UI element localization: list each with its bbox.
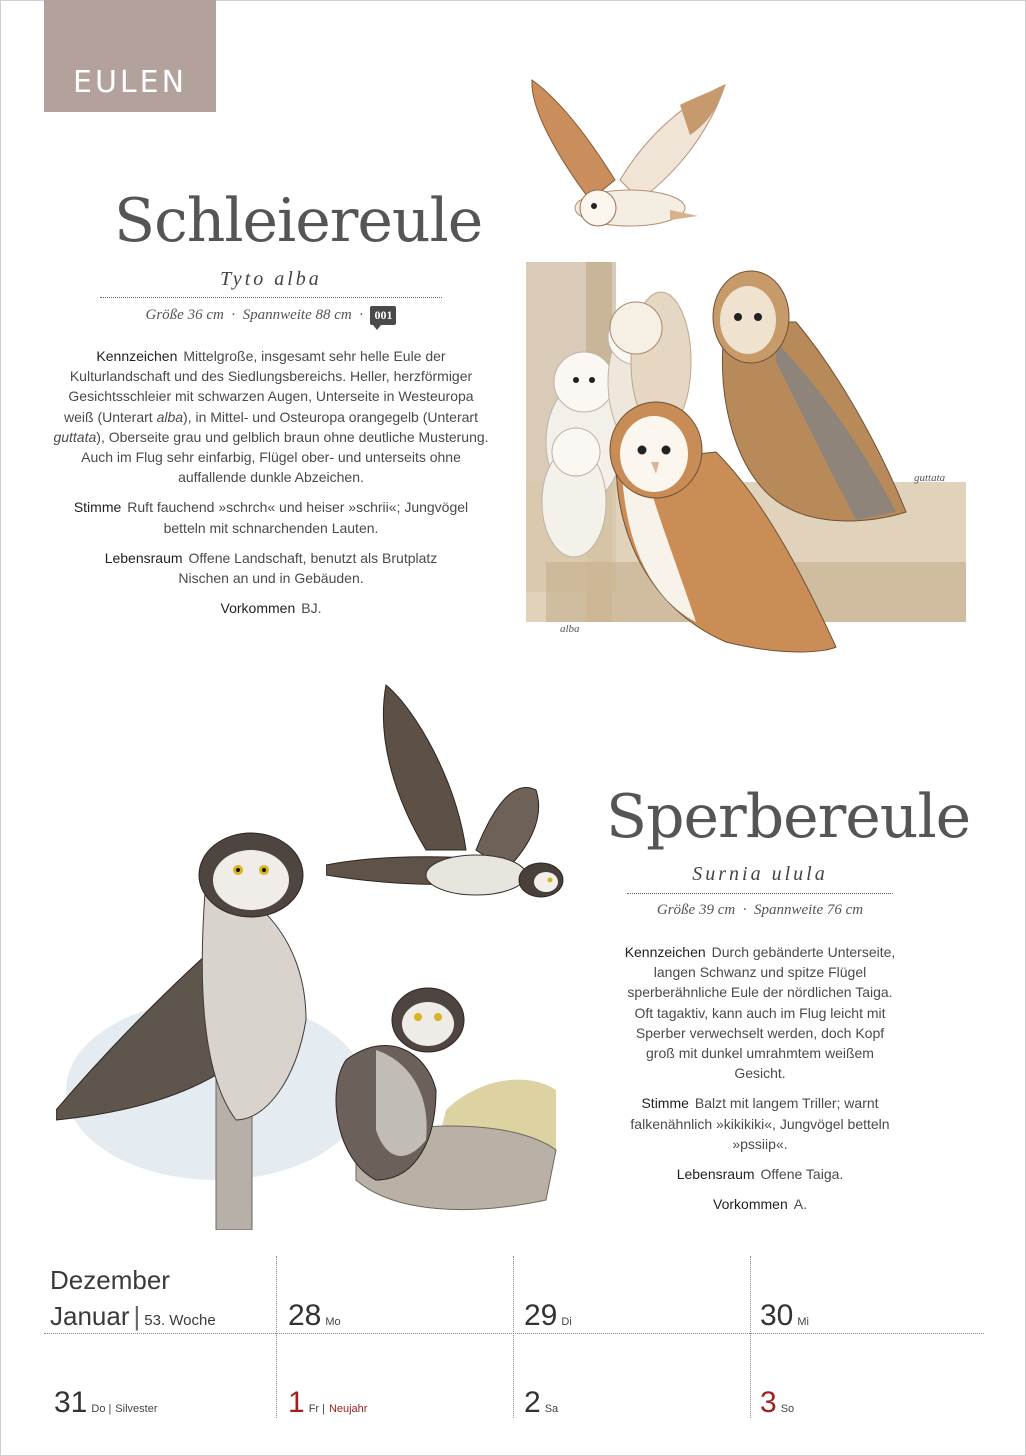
barn-owls-group-illustration xyxy=(526,262,986,672)
calendar-row-divider xyxy=(44,1333,984,1334)
voice-label: Stimme xyxy=(73,499,122,516)
divider xyxy=(627,893,893,894)
traits-label: Kennzeichen xyxy=(624,944,706,960)
species-title-sperbereule: Sperbereule xyxy=(606,782,971,852)
section-tab xyxy=(44,0,216,112)
holiday-note: Neujahr xyxy=(328,1403,368,1415)
wingspan: Spannweite 88 cm xyxy=(242,307,352,323)
habitat-text: Offene Taiga. xyxy=(760,1166,844,1183)
calendar-col-divider xyxy=(513,1256,514,1418)
description-schleiereule: Kennzeichen Mittelgroße, insgesamt sehr helle Eule der Kulturlandschaft und des Siedlungsbereichs. Heller, herzförmiger Gesichtsschleier mit schwarzen Augen, Unterseite in Westeuropa weiß (Unterart alba), in Mittel- und Osteuropa orangegelb (Unterart guttata), Oberseite grau und gelblich braun ohne deutliche Musterung. Auch im Flug sehr einfarbig, Flügel ober- und unterseits ohne auffallende dunkle Abzeichen. Stimme Ruft fauchend »schrch« und heiser »schrii«; Jungvögel betteln mit schnarchenden Lauten. Lebensraum Offene Landschaft, benutzt als Brutplatz Nischen an und in Gebäuden. Vorkommen BJ. xyxy=(53,348,489,617)
species-title-schleiereule: Schleiereule xyxy=(114,186,483,256)
divider xyxy=(100,297,442,298)
barn-owl-flying-illustration xyxy=(520,70,740,240)
occurrence-text: A. xyxy=(793,1196,807,1213)
traits-text: Durch gebänderte Unterseite, langen Schwanz und spitze Flügel sperberähnliche Eule der nördlichen Taiga. Oft tagaktiv, kann auch im Flug leicht mit Sperber verwechselt werden, doch Kopf groß mit dunkel umrahmtem weißem Gesicht. xyxy=(627,944,896,1082)
holiday-note: Silvester xyxy=(115,1403,158,1415)
species-number-badge: 001 xyxy=(370,306,396,325)
description-sperbereule xyxy=(624,942,896,1224)
traits-label: Kennzeichen xyxy=(96,348,178,364)
section-label: EULEN xyxy=(72,65,188,100)
calendar-col-divider xyxy=(276,1256,277,1418)
month-label: Januar xyxy=(50,1301,130,1331)
calendar-day[interactable]: 31 Do | Silvester xyxy=(54,1386,158,1419)
occurrence-label: Vorkommen xyxy=(220,600,296,617)
latin-name-sperbereule: Surnia ulula xyxy=(692,863,828,885)
calendar-col-divider xyxy=(750,1256,751,1418)
voice-label: Stimme xyxy=(641,1095,689,1112)
size: Größe 36 cm xyxy=(145,307,224,323)
latin-name-schleiereule: Tyto alba xyxy=(220,268,322,290)
month-december: Dezember xyxy=(50,1265,170,1295)
calendar-day[interactable]: 30 Mi xyxy=(760,1299,809,1332)
calendar-day-sunday[interactable]: 3 So xyxy=(760,1386,795,1419)
calendar-day-holiday[interactable]: 1 Fr | Neujahr xyxy=(288,1386,368,1419)
voice-text: Balzt mit langem Triller; warnt falkenähnlich »kikikiki«, Jungvögel betteln »pssiip«. xyxy=(630,1095,890,1152)
calendar-day[interactable]: 28 Mo xyxy=(288,1299,341,1332)
occurrence-text: BJ. xyxy=(301,600,322,617)
hawk-owls-perched-illustration xyxy=(56,820,576,1230)
measurements-schleiereule: Größe 36 cm · Spannweite 88 cm · 001 xyxy=(100,306,442,325)
measurements-sperbereule: Größe 39 cm · Spannweite 76 cm xyxy=(656,902,864,918)
calendar-day[interactable]: 29 Di xyxy=(524,1299,572,1332)
size: Größe 39 cm xyxy=(656,902,736,918)
month-january: Januar | 53. Woche xyxy=(50,1301,216,1331)
voice-text: Ruft fauchend »schrch« und heiser »schrii«; Jungvögel betteln mit schnarchenden Lauten. xyxy=(127,499,469,536)
wingspan: Spannweite 76 cm xyxy=(753,902,864,918)
caption-alba: alba xyxy=(560,623,580,635)
week-number: 53. Woche xyxy=(144,1312,216,1329)
habitat-text: Offene Landschaft, benutzt als Brutplatz Nischen an und in Gebäuden. xyxy=(178,549,438,587)
calendar-day[interactable]: 2 Sa xyxy=(524,1386,559,1419)
habitat-label: Lebensraum xyxy=(676,1166,755,1183)
caption-guttata: guttata xyxy=(914,472,946,484)
habitat-label: Lebensraum xyxy=(104,549,183,566)
occurrence-label: Vorkommen xyxy=(713,1196,788,1213)
